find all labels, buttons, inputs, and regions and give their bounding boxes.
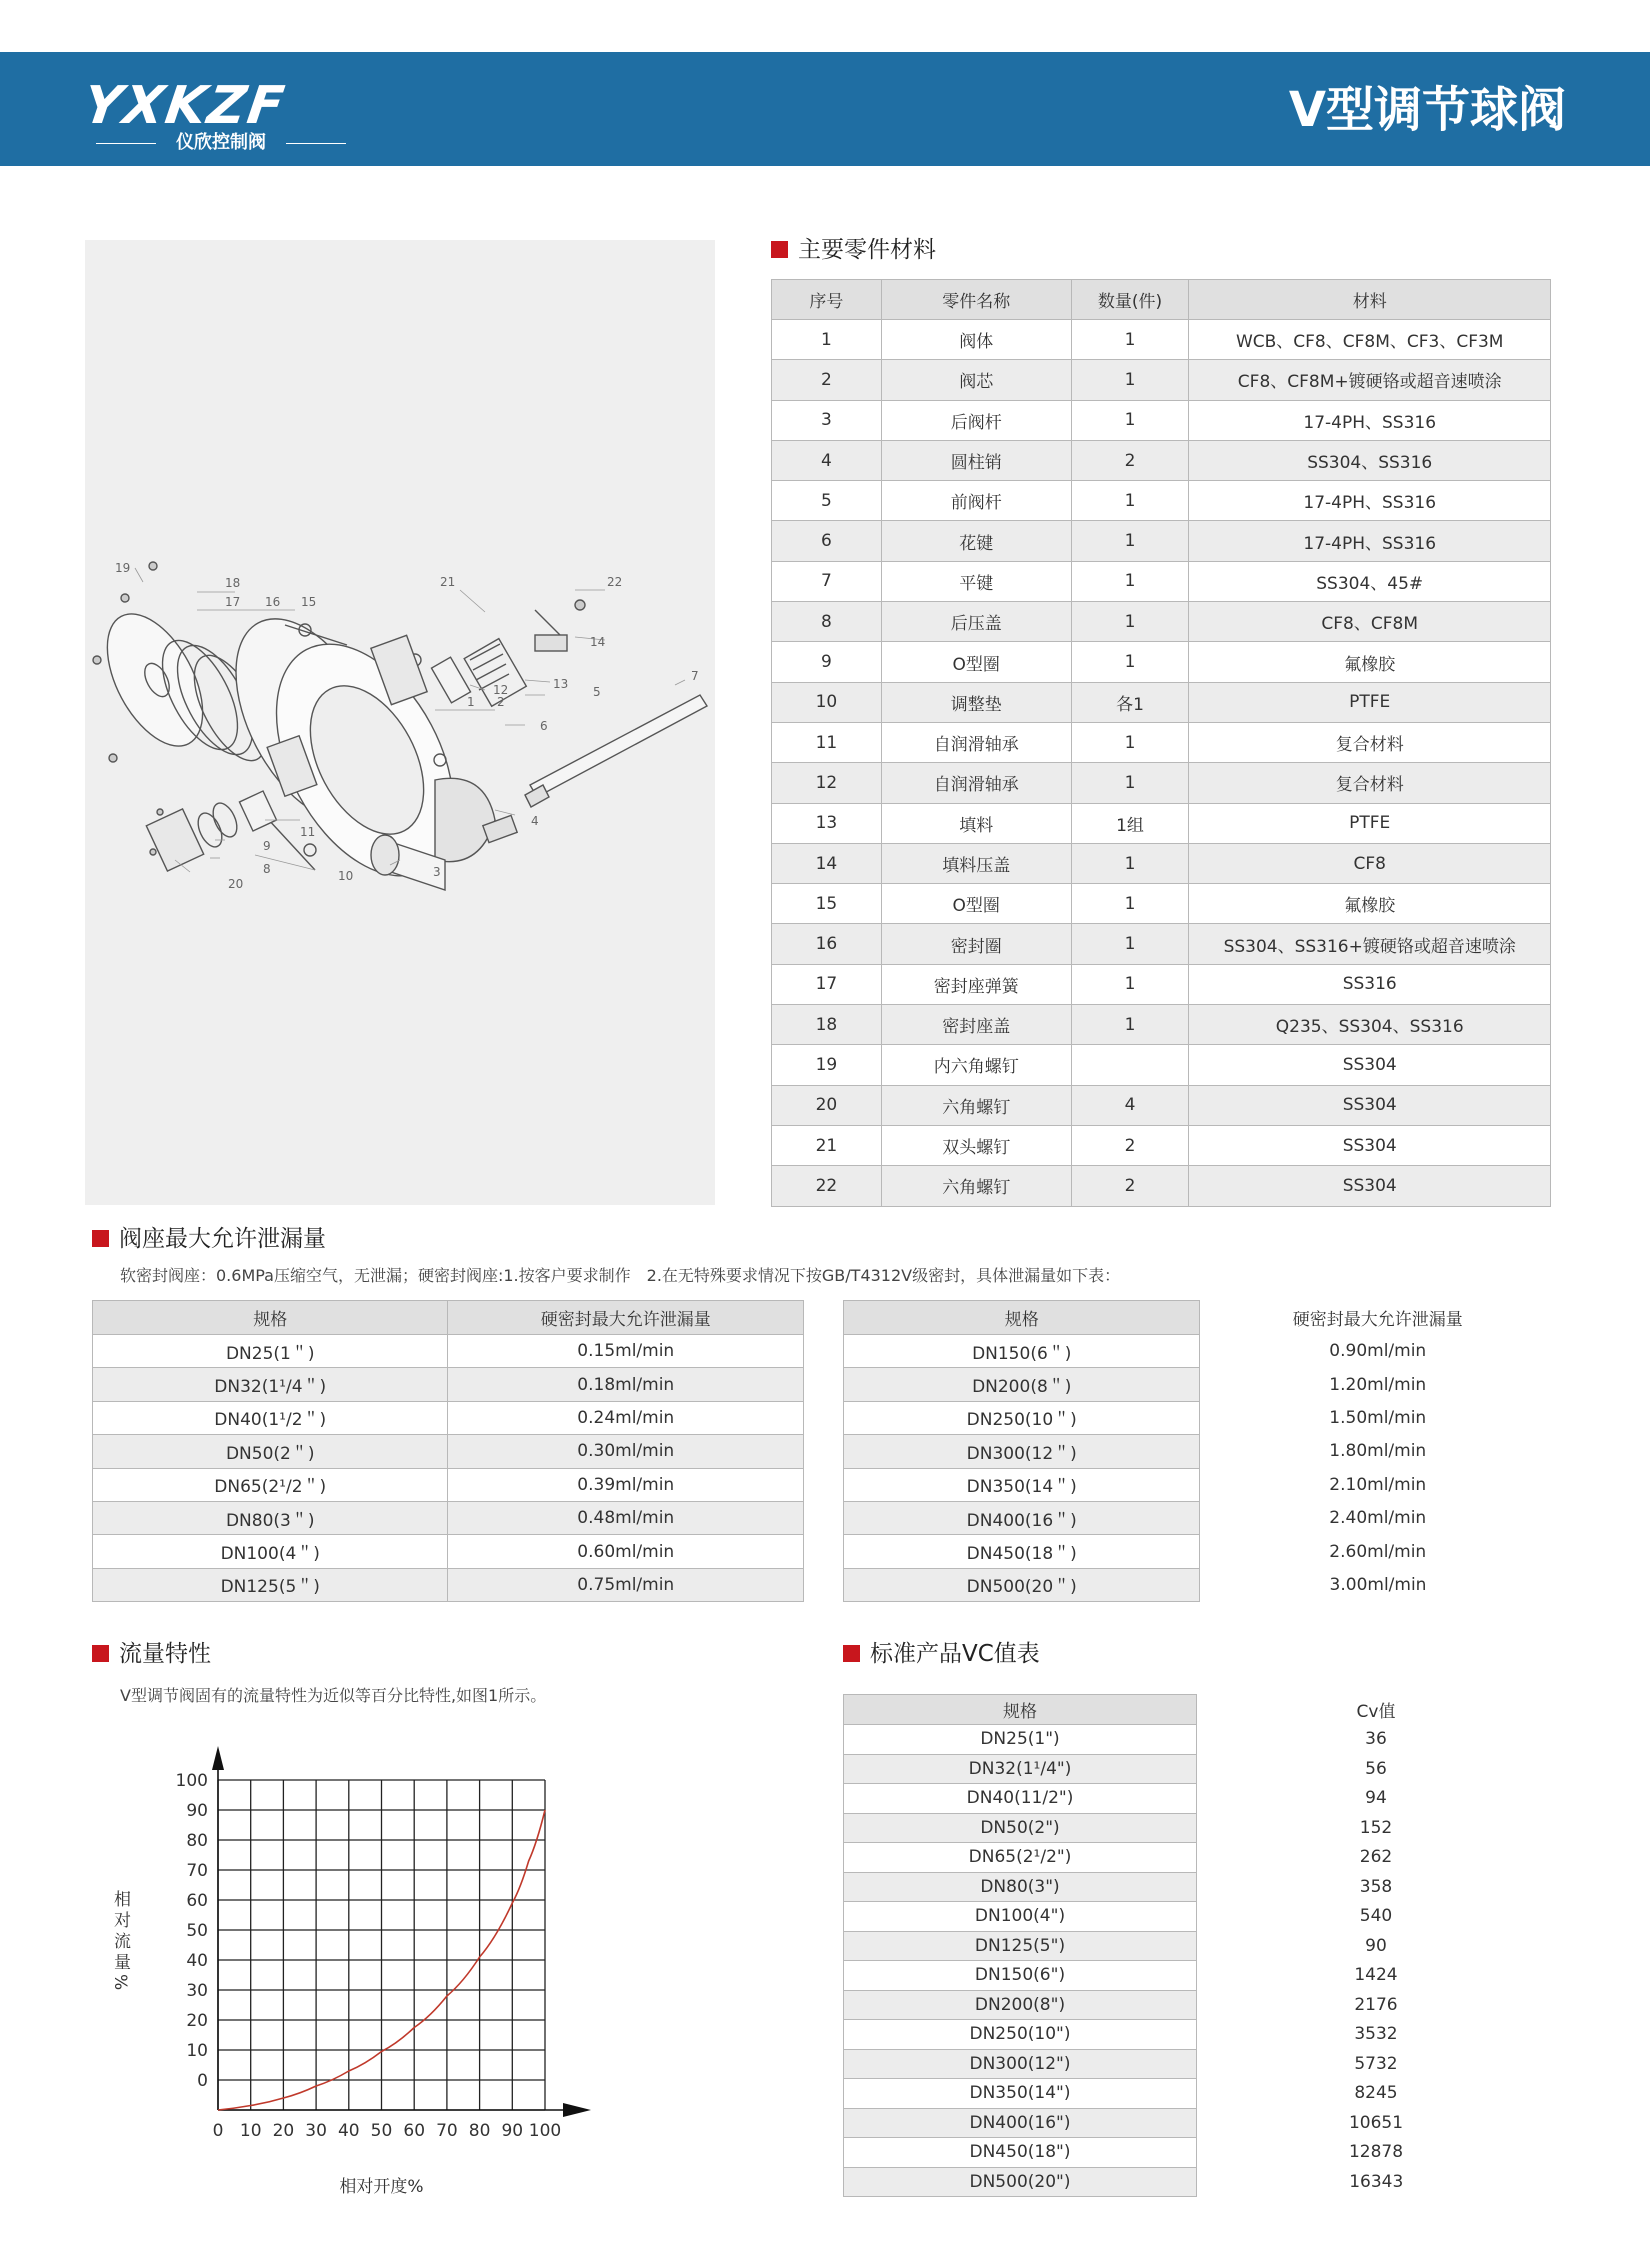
- red-square-icon: [843, 1645, 860, 1662]
- drawing-label: 22: [607, 575, 623, 589]
- logo-text: YXKZF: [79, 76, 290, 136]
- table-cell: 262: [1197, 1843, 1556, 1873]
- y-tick-label: 60: [186, 1891, 208, 1911]
- table-header: 硬密封最大允许泄漏量: [448, 1301, 804, 1335]
- table-cell: [1071, 1045, 1189, 1085]
- table-row: [93, 1335, 804, 1368]
- table-row: [844, 1754, 1556, 1784]
- drawing-label: 21: [440, 575, 456, 589]
- table-cell: 1.20ml/min: [1200, 1368, 1556, 1401]
- drawing-label: 5: [593, 685, 601, 699]
- table-cell: DN32(1¹/4＂): [93, 1368, 448, 1401]
- table-cell: 密封圈: [881, 924, 1071, 964]
- table-cell: DN80(3＂): [93, 1501, 448, 1534]
- table-cell: DN250(10"): [844, 2020, 1197, 2050]
- table-row: [844, 2049, 1556, 2079]
- logo-subtitle: 仪欣控制阀: [96, 134, 346, 152]
- drawing-label: 13: [553, 677, 569, 691]
- leak-note: 软密封阀座：0.6MPa压缩空气，无泄漏；硬密封阀座:1.按客户要求制作 2.在无特殊要求情况下按GB/T4312V级密封，具体泄漏量如下表：: [120, 1266, 1121, 1285]
- table-row: [772, 682, 1551, 722]
- table-cell: 3532: [1197, 2020, 1556, 2050]
- table-cell: 18: [772, 1005, 882, 1045]
- table-cell: O型圈: [881, 642, 1071, 682]
- flow-title-text: 流量特性: [119, 1641, 211, 1667]
- table-row: [844, 1902, 1556, 1932]
- flow-characteristic-chart: [100, 1730, 620, 2210]
- table-row: [772, 642, 1551, 682]
- y-tick-label: 0: [197, 2071, 208, 2091]
- table-row: [772, 1045, 1551, 1085]
- table-row: [844, 1401, 1556, 1434]
- drawing-label: 10: [338, 869, 354, 883]
- table-cell: 0.24ml/min: [448, 1401, 804, 1434]
- table-cell: 前阀杆: [881, 481, 1071, 521]
- table-row: [844, 1535, 1556, 1568]
- drawing-label: 9: [263, 839, 271, 853]
- table-row: [93, 1368, 804, 1401]
- x-tick-label: 60: [403, 2121, 426, 2141]
- company-logo: [79, 76, 354, 153]
- table-cell: 5732: [1197, 2049, 1556, 2079]
- table-cell: CF8、CF8M+镀硬铬或超音速喷涂: [1189, 360, 1551, 400]
- y-tick-label: 100: [175, 1771, 208, 1791]
- table-cell: DN40(11/2"): [844, 1784, 1197, 1814]
- table-cell: 1: [1071, 1005, 1189, 1045]
- table-cell: 0.75ml/min: [448, 1568, 804, 1601]
- table-cell: 8: [772, 602, 882, 642]
- table-cell: 0.30ml/min: [448, 1435, 804, 1468]
- table-cell: DN400(16＂): [844, 1501, 1200, 1534]
- table-cell: 0.48ml/min: [448, 1501, 804, 1534]
- table-header: 数量(件): [1071, 280, 1189, 320]
- table-row: [93, 1435, 804, 1468]
- parts-section-title: [771, 236, 936, 264]
- table-cell: DN400(16"): [844, 2108, 1197, 2138]
- table-row: [844, 1813, 1556, 1843]
- table-header: 硬密封最大允许泄漏量: [1200, 1301, 1556, 1335]
- table-cell: Q235、SS304、SS316: [1189, 1005, 1551, 1045]
- table-cell: 14: [772, 843, 882, 883]
- table-cell: 3: [772, 400, 882, 440]
- table-cell: 双头螺钉: [881, 1125, 1071, 1165]
- leak-table-right: [843, 1300, 1556, 1602]
- exploded-valve-drawing: [85, 240, 715, 1205]
- table-cell: 1: [1071, 843, 1189, 883]
- flow-chart-svg: [100, 1730, 620, 2210]
- drawing-label: 8: [263, 862, 271, 876]
- table-cell: 4: [772, 440, 882, 480]
- table-cell: 氟橡胶: [1189, 642, 1551, 682]
- table-cell: 1: [1071, 360, 1189, 400]
- table-cell: DN500(20"): [844, 2167, 1197, 2197]
- table-row: [93, 1535, 804, 1568]
- table-row: [844, 1872, 1556, 1902]
- table-row: [772, 803, 1551, 843]
- table-cell: 1组: [1071, 803, 1189, 843]
- table-cell: DN200(8"): [844, 1990, 1197, 2020]
- table-cell: DN350(14"): [844, 2079, 1197, 2109]
- table-cell: 12: [772, 763, 882, 803]
- table-row: [93, 1401, 804, 1434]
- x-tick-label: 50: [370, 2121, 393, 2141]
- drawing-label: 2: [497, 695, 505, 709]
- table-header: 材料: [1189, 280, 1551, 320]
- table-cell: 花键: [881, 521, 1071, 561]
- table-row: [844, 1961, 1556, 1991]
- table-row: [93, 1568, 804, 1601]
- table-row: [844, 1725, 1556, 1755]
- table-row: [772, 924, 1551, 964]
- table-cell: 氟橡胶: [1189, 884, 1551, 924]
- table-row: [772, 843, 1551, 883]
- table-cell: 11: [772, 722, 882, 762]
- table-cell: DN100(4＂): [93, 1535, 448, 1568]
- table-row: [772, 1125, 1551, 1165]
- table-row: [772, 1085, 1551, 1125]
- table-cell: DN300(12"): [844, 2049, 1197, 2079]
- table-cell: 5: [772, 481, 882, 521]
- table-row: [772, 1005, 1551, 1045]
- table-cell: 0.39ml/min: [448, 1468, 804, 1501]
- y-tick-label: 30: [186, 1981, 208, 2001]
- table-row: [844, 1335, 1556, 1368]
- header-banner: [0, 52, 1650, 166]
- table-cell: 1: [1071, 722, 1189, 762]
- x-tick-label: 90: [501, 2121, 524, 2141]
- table-cell: 13: [772, 803, 882, 843]
- table-row: [844, 1784, 1556, 1814]
- table-cell: 各1: [1071, 682, 1189, 722]
- table-row: [93, 1501, 804, 1534]
- table-cell: DN250(10＂): [844, 1401, 1200, 1434]
- table-cell: 6: [772, 521, 882, 561]
- table-cell: 3.00ml/min: [1200, 1568, 1556, 1601]
- parts-title-text: 主要零件材料: [798, 237, 936, 263]
- table-cell: 1: [1071, 964, 1189, 1004]
- table-cell: 填料: [881, 803, 1071, 843]
- table-row: [844, 1843, 1556, 1873]
- drawing-label: 16: [265, 595, 281, 609]
- table-row: [844, 2020, 1556, 2050]
- table-cell: DN125(5＂): [93, 1568, 448, 1601]
- x-tick-label: 40: [337, 2121, 360, 2141]
- table-cell: 1: [1071, 763, 1189, 803]
- table-cell: 后压盖: [881, 602, 1071, 642]
- table-cell: 0.60ml/min: [448, 1535, 804, 1568]
- table-row: [844, 2167, 1556, 2197]
- table-cell: SS304: [1189, 1045, 1551, 1085]
- table-cell: 9: [772, 642, 882, 682]
- table-cell: 1: [1071, 320, 1189, 360]
- table-cell: DN125(5"): [844, 1931, 1197, 1961]
- table-cell: DN300(12＂): [844, 1435, 1200, 1468]
- table-cell: DN65(2¹/2"): [844, 1843, 1197, 1873]
- table-cell: 15: [772, 884, 882, 924]
- exploded-drawing-panel: [85, 240, 715, 1205]
- table-cell: DN200(8＂): [844, 1368, 1200, 1401]
- table-cell: DN80(3"): [844, 1872, 1197, 1902]
- table-row: [772, 964, 1551, 1004]
- drawing-label: 15: [301, 595, 317, 609]
- table-cell: 2: [772, 360, 882, 400]
- table-row: [844, 2079, 1556, 2109]
- table-row: [844, 1568, 1556, 1601]
- product-title: V型调节球阀: [1288, 82, 1566, 138]
- table-cell: 2: [1071, 440, 1189, 480]
- table-cell: 90: [1197, 1931, 1556, 1961]
- table-cell: 10651: [1197, 2108, 1556, 2138]
- y-tick-label: 50: [186, 1921, 208, 1941]
- table-cell: 1: [1071, 521, 1189, 561]
- table-cell: 平键: [881, 561, 1071, 601]
- table-row: [772, 360, 1551, 400]
- y-tick-label: 40: [186, 1951, 208, 1971]
- table-cell: SS304、45#: [1189, 561, 1551, 601]
- drawing-label: 7: [691, 669, 699, 683]
- table-header: 规格: [93, 1301, 448, 1335]
- table-cell: SS304: [1189, 1085, 1551, 1125]
- table-cell: 2176: [1197, 1990, 1556, 2020]
- table-cell: DN65(2¹/2＂): [93, 1468, 448, 1501]
- table-row: [772, 884, 1551, 924]
- table-cell: SS316: [1189, 964, 1551, 1004]
- table-cell: WCB、CF8、CF8M、CF3、CF3M: [1189, 320, 1551, 360]
- table-row: [844, 2138, 1556, 2168]
- drawing-label: 3: [433, 865, 441, 879]
- table-cell: 1: [1071, 602, 1189, 642]
- table-row: [844, 1931, 1556, 1961]
- table-header: 序号: [772, 280, 882, 320]
- table-cell: SS304、SS316+镀硬铬或超音速喷涂: [1189, 924, 1551, 964]
- table-cell: 2: [1071, 1166, 1189, 1206]
- table-cell: 2.10ml/min: [1200, 1468, 1556, 1501]
- table-cell: 后阀杆: [881, 400, 1071, 440]
- table-cell: 358: [1197, 1872, 1556, 1902]
- drawing-label: 11: [300, 825, 316, 839]
- table-cell: 0.15ml/min: [448, 1335, 804, 1368]
- table-cell: 填料压盖: [881, 843, 1071, 883]
- leak-title-text: 阀座最大允许泄漏量: [119, 1226, 326, 1252]
- table-cell: 10: [772, 682, 882, 722]
- table-cell: CF8: [1189, 843, 1551, 883]
- table-cell: PTFE: [1189, 682, 1551, 722]
- table-cell: SS304: [1189, 1125, 1551, 1165]
- table-cell: 1: [1071, 884, 1189, 924]
- table-cell: 1: [1071, 642, 1189, 682]
- table-cell: DN25(1"): [844, 1725, 1197, 1755]
- table-cell: 20: [772, 1085, 882, 1125]
- table-cell: 1.50ml/min: [1200, 1401, 1556, 1434]
- table-cell: 1: [772, 320, 882, 360]
- table-cell: 94: [1197, 1784, 1556, 1814]
- y-tick-label: 90: [186, 1801, 208, 1821]
- chart-ylabel: 相对流量%: [110, 1890, 130, 1995]
- table-header: 规格: [844, 1301, 1200, 1335]
- drawing-label: 18: [225, 576, 241, 590]
- table-cell: 圆柱销: [881, 440, 1071, 480]
- table-cell: 内六角螺钉: [881, 1045, 1071, 1085]
- table-row: [772, 440, 1551, 480]
- table-cell: 2: [1071, 1125, 1189, 1165]
- table-cell: 密封座弹簧: [881, 964, 1071, 1004]
- red-square-icon: [92, 1645, 109, 1662]
- table-cell: 22: [772, 1166, 882, 1206]
- table-cell: 复合材料: [1189, 763, 1551, 803]
- table-row: [93, 1468, 804, 1501]
- table-cell: DN450(18＂): [844, 1535, 1200, 1568]
- table-cell: 4: [1071, 1085, 1189, 1125]
- table-header: 规格: [844, 1695, 1197, 1725]
- red-square-icon: [92, 1230, 109, 1247]
- table-row: [844, 1501, 1556, 1534]
- drawing-label: 20: [228, 877, 244, 891]
- table-cell: 17: [772, 964, 882, 1004]
- table-cell: 17-4PH、SS316: [1189, 521, 1551, 561]
- y-tick-label: 80: [186, 1831, 208, 1851]
- table-cell: DN150(6＂): [844, 1335, 1200, 1368]
- drawing-label: 1: [467, 695, 475, 709]
- table-cell: 1: [1071, 400, 1189, 440]
- table-cell: 19: [772, 1045, 882, 1085]
- table-row: [772, 400, 1551, 440]
- table-cell: 0.90ml/min: [1200, 1335, 1556, 1368]
- drawing-label: 6: [540, 719, 548, 733]
- table-row: [772, 561, 1551, 601]
- table-cell: 自润滑轴承: [881, 763, 1071, 803]
- table-cell: 阀体: [881, 320, 1071, 360]
- table-cell: 复合材料: [1189, 722, 1551, 762]
- y-tick-label: 20: [186, 2011, 208, 2031]
- table-cell: 540: [1197, 1902, 1556, 1932]
- table-cell: 16: [772, 924, 882, 964]
- drawing-label: 19: [115, 561, 131, 575]
- chart-xlabel: 相对开度%: [339, 2177, 424, 2197]
- table-row: [772, 320, 1551, 360]
- red-square-icon: [771, 241, 788, 258]
- table-row: [844, 1468, 1556, 1501]
- x-tick-label: 10: [239, 2121, 262, 2141]
- x-tick-label: 100: [528, 2121, 562, 2141]
- table-row: [772, 763, 1551, 803]
- table-cell: DN150(6"): [844, 1961, 1197, 1991]
- table-row: [772, 602, 1551, 642]
- table-cell: 1.80ml/min: [1200, 1435, 1556, 1468]
- table-row: [772, 481, 1551, 521]
- table-cell: O型圈: [881, 884, 1071, 924]
- table-cell: DN50(2"): [844, 1813, 1197, 1843]
- table-row: [772, 722, 1551, 762]
- table-cell: 1424: [1197, 1961, 1556, 1991]
- table-row: [844, 1368, 1556, 1401]
- table-cell: 调整垫: [881, 682, 1071, 722]
- leak-section-title: [92, 1225, 326, 1253]
- table-cell: DN32(1¹/4"): [844, 1754, 1197, 1784]
- table-cell: 8245: [1197, 2079, 1556, 2109]
- table-cell: SS304: [1189, 1166, 1551, 1206]
- table-cell: DN40(1¹/2＂): [93, 1401, 448, 1434]
- table-cell: SS304、SS316: [1189, 440, 1551, 480]
- table-cell: 21: [772, 1125, 882, 1165]
- x-tick-label: 20: [272, 2121, 295, 2141]
- table-cell: DN450(18"): [844, 2138, 1197, 2168]
- table-cell: DN350(14＂): [844, 1468, 1200, 1501]
- drawing-label: 17: [225, 595, 241, 609]
- table-cell: DN100(4"): [844, 1902, 1197, 1932]
- x-tick-label: 30: [305, 2121, 327, 2141]
- table-cell: DN25(1＂): [93, 1335, 448, 1368]
- table-cell: 0.18ml/min: [448, 1368, 804, 1401]
- drawing-label: 14: [590, 635, 606, 649]
- parts-materials-table: [771, 279, 1551, 1207]
- x-tick-label: 70: [436, 2121, 458, 2141]
- drawing-label: 12: [493, 683, 509, 697]
- table-row: [844, 2108, 1556, 2138]
- x-axis-arrow-icon: [563, 2103, 591, 2117]
- table-row: [844, 1990, 1556, 2020]
- table-header: 零件名称: [881, 280, 1071, 320]
- x-tick-label: 80: [468, 2121, 491, 2141]
- table-cell: DN50(2＂): [93, 1435, 448, 1468]
- y-tick-label: 10: [186, 2041, 208, 2061]
- table-cell: 17-4PH、SS316: [1189, 400, 1551, 440]
- cv-value-table: [843, 1694, 1556, 2197]
- y-tick-label: 70: [186, 1861, 208, 1881]
- flow-note: V型调节阀固有的流量特性为近似等百分比特性,如图1所示。: [120, 1686, 547, 1705]
- table-cell: 1: [1071, 481, 1189, 521]
- table-cell: 7: [772, 561, 882, 601]
- table-cell: 1: [1071, 924, 1189, 964]
- table-cell: 2.40ml/min: [1200, 1501, 1556, 1534]
- table-cell: 阀芯: [881, 360, 1071, 400]
- table-cell: 56: [1197, 1754, 1556, 1784]
- table-cell: DN500(20＂): [844, 1568, 1200, 1601]
- table-cell: 16343: [1197, 2167, 1556, 2197]
- table-cell: 36: [1197, 1725, 1556, 1755]
- cv-section-title: [843, 1640, 1040, 1668]
- table-cell: 2.60ml/min: [1200, 1535, 1556, 1568]
- leak-table-left: [92, 1300, 804, 1602]
- table-row: [844, 1435, 1556, 1468]
- table-cell: 17-4PH、SS316: [1189, 481, 1551, 521]
- table-header: Cv值: [1197, 1695, 1556, 1725]
- table-cell: PTFE: [1189, 803, 1551, 843]
- flow-section-title: [92, 1640, 211, 1668]
- cv-title-text: 标准产品VC值表: [870, 1641, 1040, 1667]
- table-row: [772, 521, 1551, 561]
- table-cell: 六角螺钉: [881, 1085, 1071, 1125]
- table-cell: 密封座盖: [881, 1005, 1071, 1045]
- table-cell: 六角螺钉: [881, 1166, 1071, 1206]
- x-tick-label: 0: [212, 2121, 224, 2141]
- table-cell: 152: [1197, 1813, 1556, 1843]
- table-cell: 12878: [1197, 2138, 1556, 2168]
- drawing-label: 4: [531, 814, 539, 828]
- table-cell: 1: [1071, 561, 1189, 601]
- table-cell: 自润滑轴承: [881, 722, 1071, 762]
- table-row: [772, 1166, 1551, 1206]
- y-axis-arrow-icon: [212, 1746, 224, 1770]
- table-cell: CF8、CF8M: [1189, 602, 1551, 642]
